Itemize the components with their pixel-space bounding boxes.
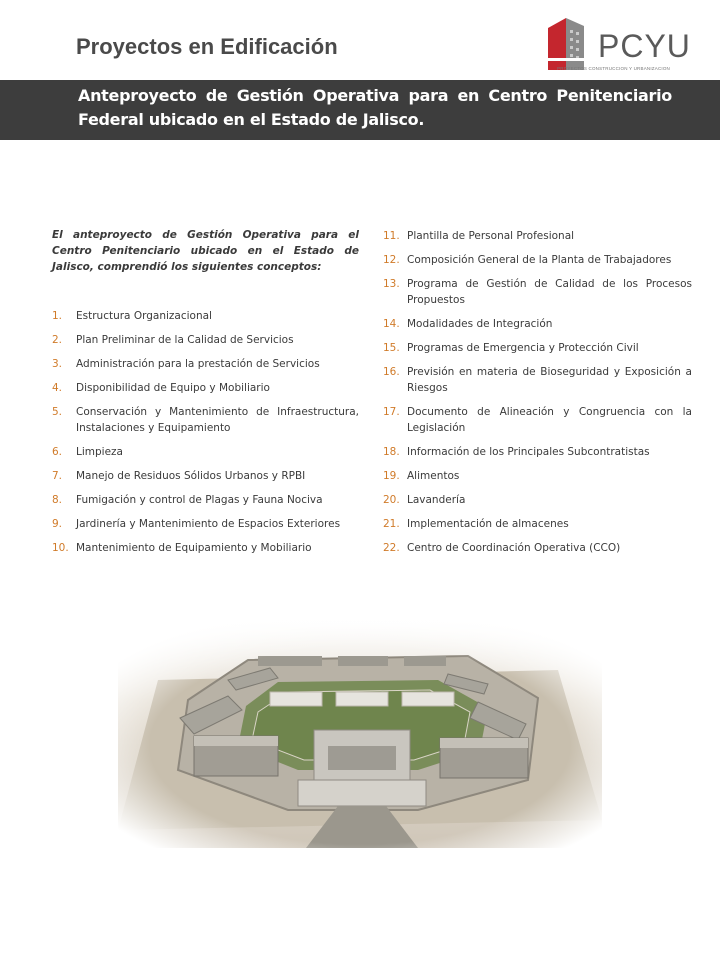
list-item (383, 444, 692, 460)
page-title: Proyectos en Edificación (76, 34, 338, 59)
list-item-number: 21. (383, 518, 400, 530)
list-item-number: 15. (383, 342, 400, 354)
list-item-number: 4. (52, 382, 63, 394)
list-item (52, 540, 359, 556)
logo-subtitle: PROYECTOS CONSTRUCCION Y URBANIZACION (557, 66, 670, 71)
list-item (383, 516, 692, 532)
list-item (383, 340, 692, 356)
list-item-text: Disponibilidad de Equipo y Mobiliario (76, 382, 270, 394)
list-item-text: Composición General de la Planta de Trabajadores (407, 254, 672, 266)
list-item-number: 3. (52, 358, 63, 370)
list-item (383, 252, 692, 268)
list-item-text: Alimentos (407, 470, 460, 482)
list-item-text: Programas de Emergencia y Protección Civil (407, 342, 639, 354)
list-item-text: Fumigación y control de Plagas y Fauna Nociva (76, 494, 323, 506)
list-item-text: Jardinería y Mantenimiento de Espacios Exteriores (76, 518, 341, 530)
list-item-number: 14. (383, 318, 400, 330)
list-item-number: 10. (52, 542, 69, 554)
list-item-text: Estructura Organizacional (76, 310, 212, 322)
list-item-text: Documento de Alineación y Congruencia con la Legislación (407, 406, 692, 434)
list-item (383, 276, 692, 308)
list-item-number: 9. (52, 518, 63, 530)
list-item-text: Manejo de Residuos Sólidos Urbanos y RPBI (76, 470, 306, 482)
list-item-number: 13. (383, 278, 400, 290)
list-item (52, 356, 359, 372)
concept-list-left (52, 308, 359, 564)
list-item-number: 12. (383, 254, 400, 266)
list-item (52, 380, 359, 396)
list-item-text: Limpieza (76, 446, 123, 458)
list-item-number: 8. (52, 494, 63, 506)
concept-list-right (383, 228, 692, 564)
list-item-number: 20. (383, 494, 400, 506)
list-item (52, 404, 359, 436)
list-item (52, 308, 359, 324)
list-item-text: Implementación de almacenes (407, 518, 569, 530)
company-logo (544, 14, 691, 76)
list-item-number: 22. (383, 542, 400, 554)
list-item-text: Conservación y Mantenimiento de Infraestructura, Instalaciones y Equipamiento (76, 406, 359, 434)
list-item-number: 18. (383, 446, 400, 458)
list-item-text: Previsión en materia de Bioseguridad y Exposición a Riesgos (407, 366, 692, 394)
list-item-text: Plantilla de Personal Profesional (407, 230, 575, 242)
list-item (383, 404, 692, 436)
list-item (52, 516, 359, 532)
list-item (383, 492, 692, 508)
list-item-text: Lavandería (407, 494, 466, 506)
list-item-text: Administración para la prestación de Servicios (76, 358, 320, 370)
list-item (383, 316, 692, 332)
list-item-number: 11. (383, 230, 400, 242)
list-item-number: 2. (52, 334, 63, 346)
list-item-number: 5. (52, 406, 63, 418)
project-title: Anteproyecto de Gestión Operativa para en Centro Penitenciario Federal ubicado en el Estado de Jalisco. (78, 86, 672, 129)
list-item-number: 16. (383, 366, 400, 378)
list-item (383, 468, 692, 484)
list-item-text: Modalidades de Integración (407, 318, 553, 330)
list-item-text: Plan Preliminar de la Calidad de Servicios (76, 334, 294, 346)
list-item-text: Información de los Principales Subcontratistas (407, 446, 650, 458)
list-item (52, 468, 359, 484)
list-item (52, 492, 359, 508)
list-item-text: Mantenimiento de Equipamiento y Mobiliario (76, 542, 312, 554)
building-logo-icon (544, 14, 590, 72)
list-item (383, 228, 692, 244)
list-item-number: 17. (383, 406, 400, 418)
list-item-text: Programa de Gestión de Calidad de los Procesos Propuestos (407, 278, 692, 306)
list-item-number: 1. (52, 310, 63, 322)
list-item-number: 6. (52, 446, 63, 458)
list-item-text: Centro de Coordinación Operativa (CCO) (407, 542, 621, 554)
list-item (383, 364, 692, 396)
prison-rendering-image (118, 620, 602, 848)
list-item (52, 444, 359, 460)
logo-wordmark: PCYU (598, 28, 691, 64)
list-item (52, 332, 359, 348)
list-item-number: 19. (383, 470, 400, 482)
list-item-number: 7. (52, 470, 63, 482)
intro-paragraph: El anteproyecto de Gestión Operativa para el Centro Penitenciario ubicado en el Estado de Jalisco, comprendió los siguientes conceptos: (52, 229, 359, 273)
list-item (383, 540, 692, 556)
